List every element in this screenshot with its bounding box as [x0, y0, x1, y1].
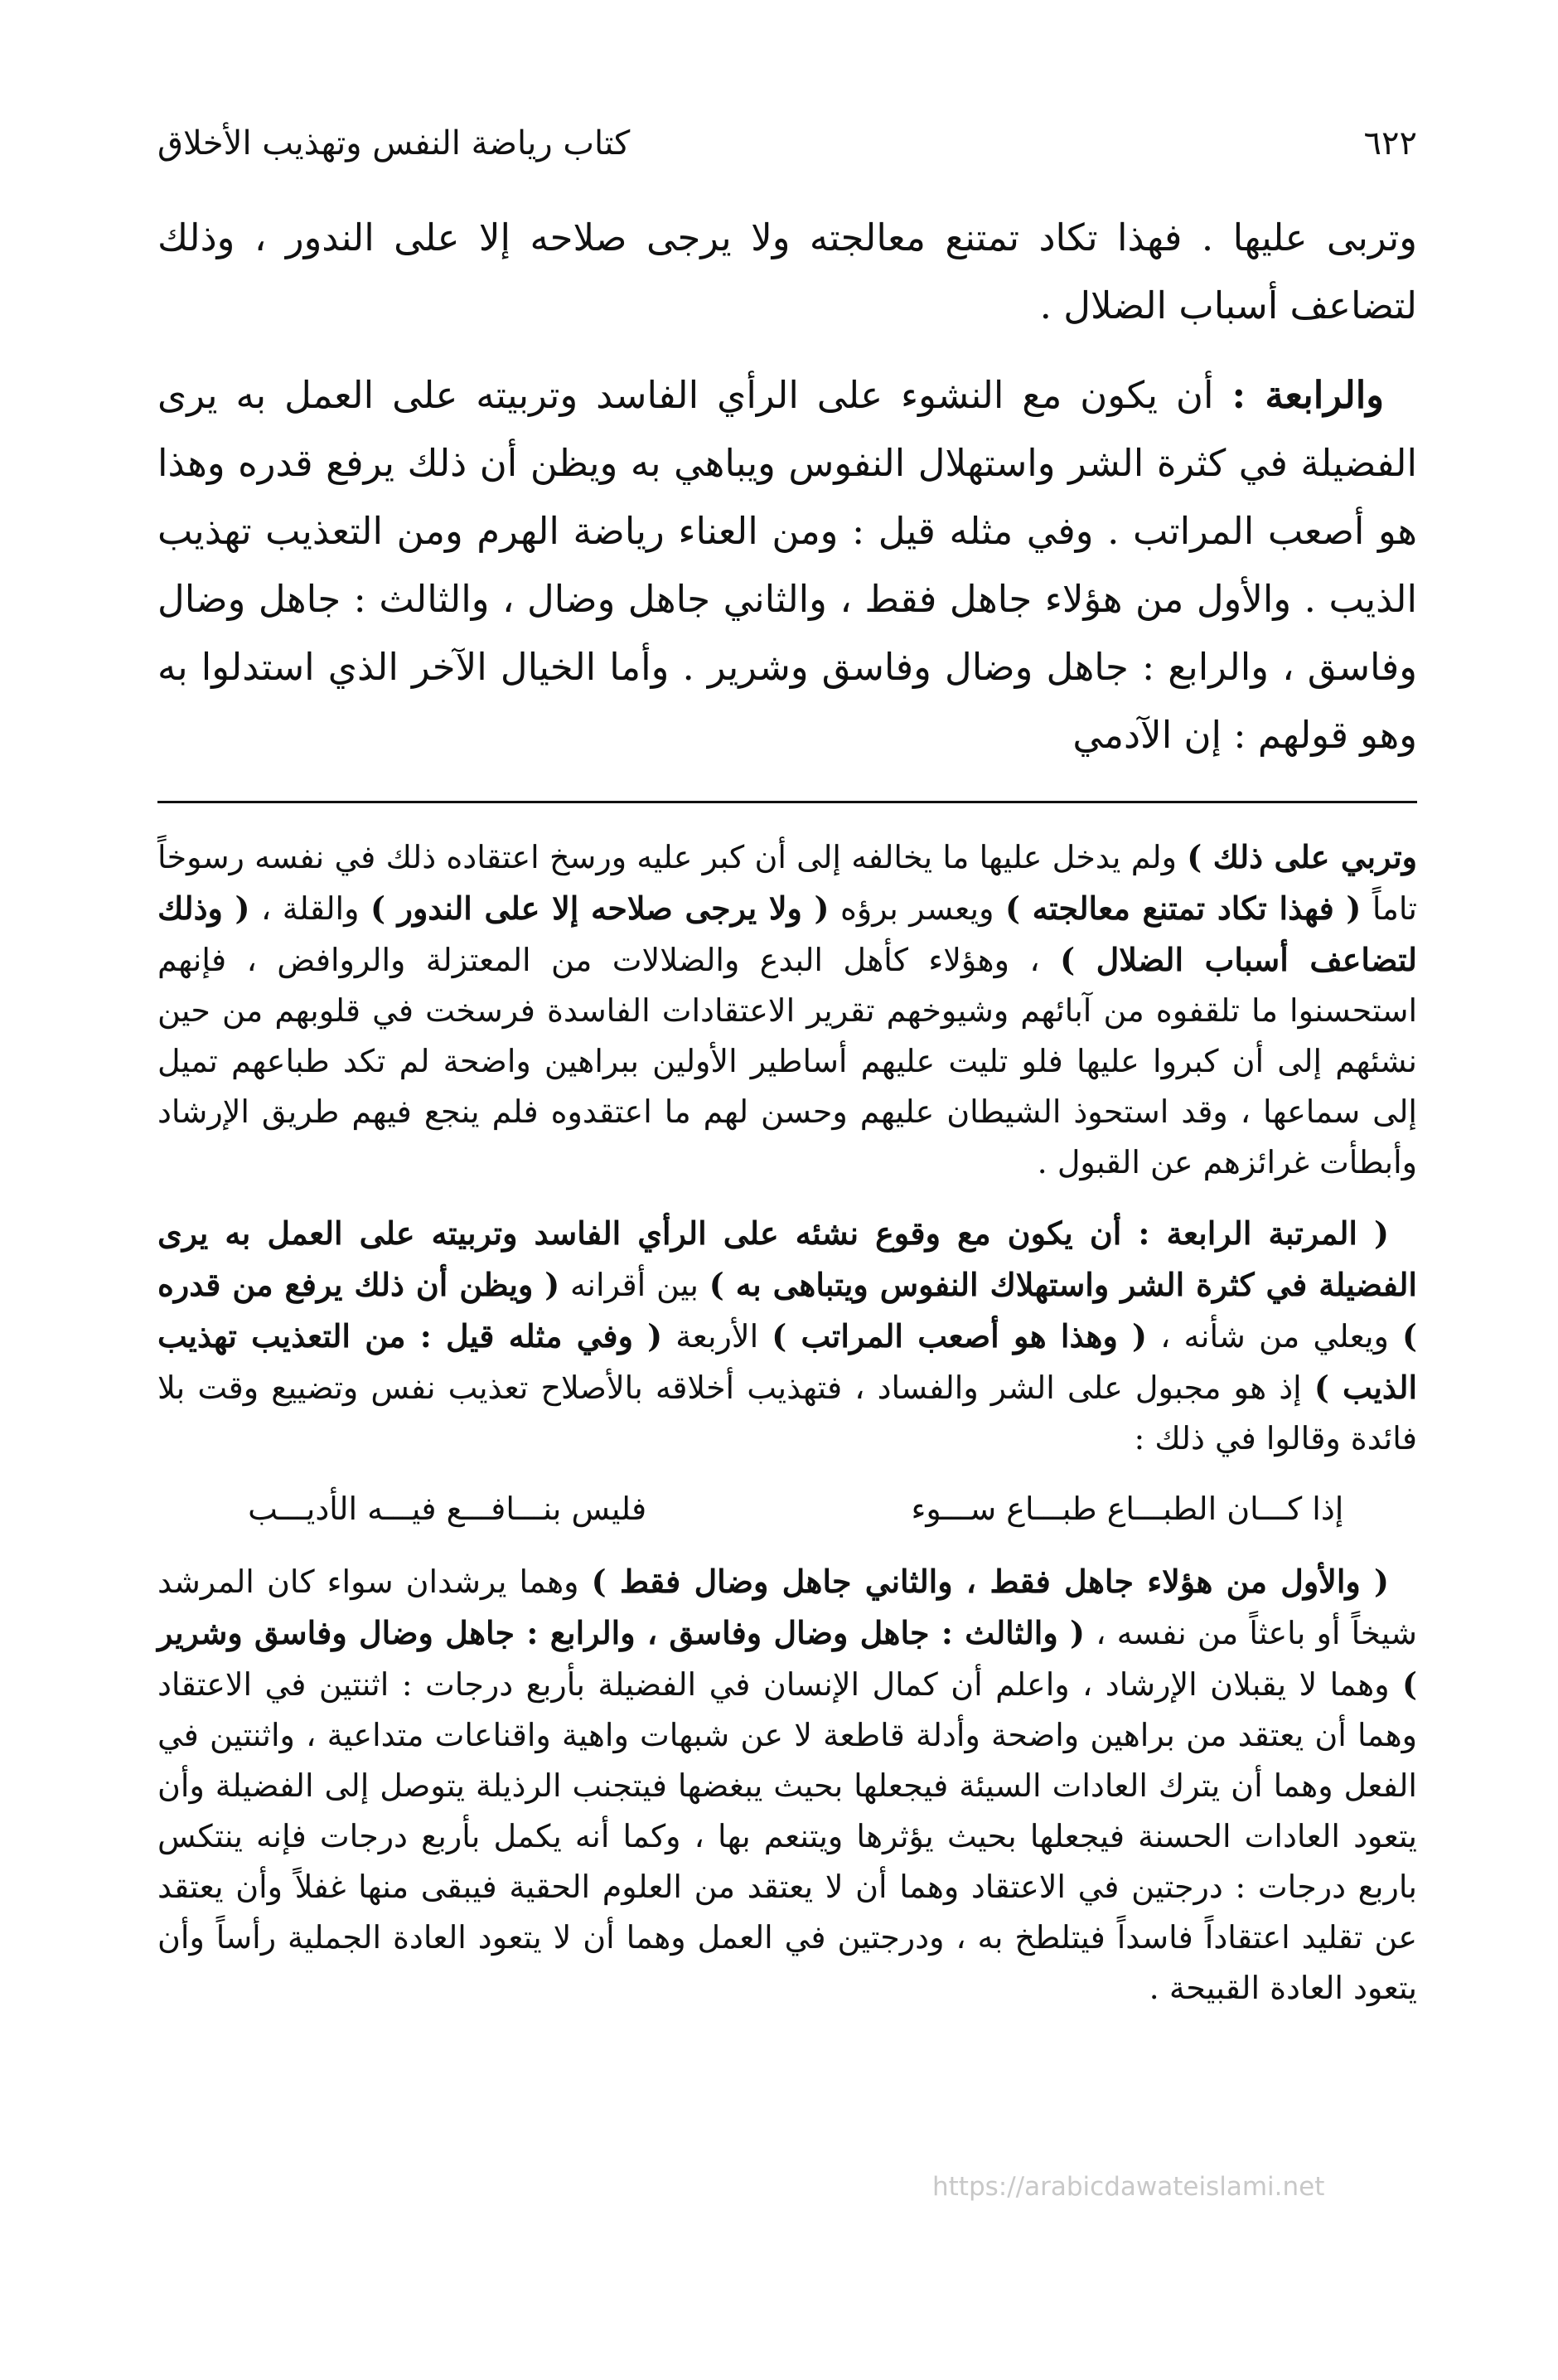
main-paragraph-2-lead: والرابعة : [1231, 373, 1384, 417]
commentary-text: ولم يدخل عليها ما يخالفه إلى أن كبر عليه ورسخ اعتقاده ذلك في نفسه رسوخاً تاماً [157, 839, 1417, 927]
commentary-text: والقلة ، [249, 890, 370, 927]
book-title: كتاب رياضة النفس وتهذيب الأخلاق [157, 124, 631, 162]
quoted-matn: ( فهذا تكاد تمتنع معالجته ) [1004, 889, 1362, 927]
verse-second-hemistich: فليس بنـــافـــع فيـــه الأديـــب [248, 1491, 647, 1527]
commentary-text: وهما يرشدان سواء كان المرشد شيخاً أو باعثاً من نفسه ، [157, 1563, 1417, 1651]
commentary-text: ويعسر برؤه [829, 890, 1005, 927]
main-paragraph-1: وتربى عليها . فهذا تكاد تمتنع معالجته ولا يرجى صلاحه إلا على الندور ، وذلك لتضاعف أسباب الضلال . [157, 216, 1417, 327]
commentary-text: وهما لا يقبلان الإرشاد ، واعلم أن كمال الإنسان في الفضيلة بأربع درجات : اثنتين في الاعتقاد وهما أن يعتقد من براهين واضحة وأدلة قاطعة لا عن شبهات واهية واقناعات متداعية ، واثنتين في الفعل وهما أن يترك العادات السيئة فيجعلها بحيث يبغضها فيتجنب الرذيلة يتوصل إلى الفضيلة وأن يتعود العادات الحسنة فيجعلها بحيث يؤثرها ويتنعم بها ، وكما أنه يكمل بأربع درجات فإنه ينتكس باربع درجات : درجتين في الاعتقاد وهما أن لا يعتقد من العلوم الحقية فيبقى منها غفلاً وأن يعتقد عن تقليد اعتقاداً فاسداً فيتلطخ به ، ودرجتين في العمل وهما أن لا يتعود العادة الجملية رأساً وأن يتعود العادة القبيحة . [157, 1666, 1417, 2006]
verse-first-hemistich: إذا كـــان الطبـــاع طبـــاع ســـوء [911, 1491, 1344, 1527]
commentary-paragraph-1 [157, 831, 1417, 1188]
commentary [157, 831, 1417, 2014]
main-paragraph-2 [157, 361, 1417, 769]
main-paragraph-2-body: أن يكون مع النشوء على الرأي الفاسد وتربيته على العمل به يرى الفضيلة في كثرة الشر واستهلال النفوس ويباهي به ويظن أن ذلك يرفع قدره وهذا هو أصعب المراتب . وفي مثله قيل : ومن العناء رياضة الهرم ومن التعذيب تهذيب الذيب . والأول من هؤلاء جاهل فقط ، والثاني جاهل وضال ، والثالث : جاهل وضال وفاسق ، والرابع : جاهل وضال وفاسق وشرير . وأما الخيال الآخر الذي استدلوا به وهو قولهم : إن الآدمي [157, 373, 1417, 757]
poetry-verse [157, 1484, 1417, 1534]
commentary-paragraph-3 [157, 1556, 1417, 2014]
quoted-matn: ( والأول من هؤلاء جاهل فقط ، والثاني جاهل وضال فقط ) [591, 1563, 1389, 1600]
commentary-text: ، وهؤلاء كأهل البدع والضلالات من المعتزلة والروافض ، فإنهم استحسنوا ما تلقفوه من آبائهم وشيوخهم تقرير الاعتقادات الفاسدة فرسخت في قلوبهم من حين نشئهم إلى أن كبروا عليها فلو تليت عليهم أساطير الأولين ببراهين واضحة لم تكد طباعهم تميل إلى سماعها ، وقد استحوذ الشيطان عليهم وحسن لهم ما اعتقدوه فلم ينجع فيهم طريق الإرشاد وأبطأت غرائزهم عن القبول . [157, 942, 1417, 1180]
commentary-text: ويعلي من شأنه ، [1147, 1318, 1402, 1355]
quoted-matn: ( والثالث : جاهل وضال وفاسق ، والرابع : جاهل وضال وفاسق وشرير ) [157, 1614, 1417, 1703]
quoted-matn: ( وهذا هو أصعب المراتب ) [772, 1317, 1148, 1355]
source-watermark: https://arabicdawateislami.net [932, 2172, 1325, 2202]
commentary-paragraph-2 [157, 1208, 1417, 1464]
commentary-text: بين أقرانه [559, 1267, 709, 1303]
quoted-matn: ( ويظن أن ذلك يرفع من قدره ) [157, 1266, 1417, 1355]
footnote-divider [157, 801, 1417, 803]
main-text [157, 204, 1417, 769]
book-page [157, 124, 1417, 2033]
page-number: ٦٢٢ [1363, 124, 1417, 162]
quoted-matn: ( وذلك لتضاعف أسباب الضلال ) [157, 889, 1417, 978]
commentary-text: إذ هو مجبول على الشر والفساد ، فتهذيب أخلاقه بالأصلاح تعذيب نفس وتضييع وقت بلا فائدة وقالوا في ذلك : [157, 1369, 1417, 1457]
quoted-matn: ( وفي مثله قيل : من التعذيب تهذيب الذيب ) [157, 1317, 1418, 1406]
quoted-matn: ( المرتبة الرابعة : أن يكون مع وقوع نشئه على الرأي الفاسد وتربيته على العمل به يرى الفضيلة في كثرة الشر واستهلاك النفوس ويتباهى به ) [157, 1214, 1417, 1303]
quoted-matn: وتربي على ذلك ) [1187, 838, 1418, 875]
quoted-matn: ( ولا يرجى صلاحه إلا على الندور ) [370, 889, 830, 927]
running-header [157, 124, 1417, 162]
commentary-text: الأربعة [662, 1318, 772, 1355]
